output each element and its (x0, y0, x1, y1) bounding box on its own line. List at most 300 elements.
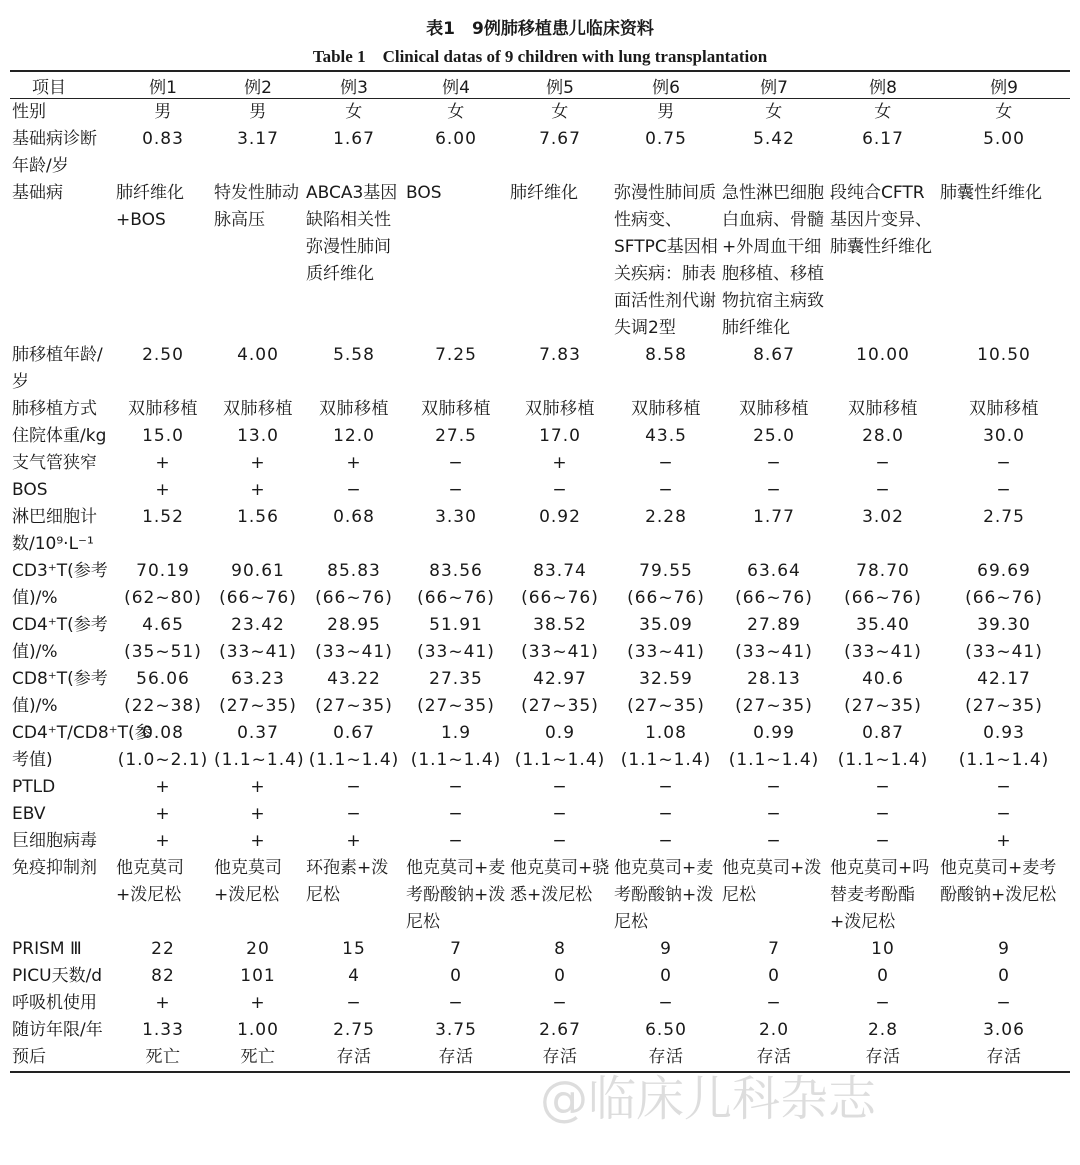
cell-value: 女 (874, 102, 892, 122)
cell-value: 1.52 (142, 507, 184, 527)
cell-value: 7.83 (539, 345, 581, 365)
table-cell (938, 801, 1070, 828)
cell-value: 7.25 (435, 345, 477, 365)
row-label: PICU天数/d (12, 966, 103, 986)
cell-value: + (250, 480, 266, 500)
cell-reference: (33~41) (965, 642, 1043, 662)
table-cell (114, 99, 212, 127)
cell-value: 0 (450, 966, 462, 986)
row-label: CD4⁺T/CD8⁺T(参考值) (12, 723, 152, 770)
table-cell (720, 855, 828, 936)
cell-value: 9 (998, 939, 1010, 959)
cell-value: 3.06 (983, 1020, 1025, 1040)
cell-value: − (766, 804, 782, 824)
table-cell (304, 504, 404, 558)
cell-value: 17.0 (539, 426, 581, 446)
table-cell (828, 1044, 938, 1072)
table-cell (114, 666, 212, 720)
table-cell (114, 990, 212, 1017)
cell-reference: (66~76) (521, 588, 599, 608)
table-cell (612, 1017, 720, 1044)
table-cell (828, 612, 938, 666)
table-cell (304, 450, 404, 477)
table-row-tx_age (10, 342, 1070, 396)
table-cell (114, 936, 212, 963)
cell-value: 女 (765, 102, 783, 122)
table-row-ebv (10, 801, 1070, 828)
table-cell (508, 801, 612, 828)
cell-value: 男 (657, 102, 675, 122)
table-cell (404, 801, 508, 828)
table-cell (508, 558, 612, 612)
cell-value: + (250, 831, 266, 851)
table-cell (114, 774, 212, 801)
table-cell (828, 99, 938, 127)
table-cell (828, 936, 938, 963)
table-cell (212, 504, 304, 558)
table-cell (508, 342, 612, 396)
cell-reference: (33~41) (521, 642, 599, 662)
cell-reference: (1.1~1.4) (410, 750, 502, 770)
table-cell (938, 774, 1070, 801)
cell-value: + (996, 831, 1012, 851)
clinical-data-table (10, 70, 1070, 1073)
table-cell (828, 855, 938, 936)
cell-value: − (658, 804, 674, 824)
table-cell (508, 126, 612, 180)
table-row-outcome (10, 1044, 1070, 1072)
cell-value: − (448, 993, 464, 1013)
table-cell (404, 828, 508, 855)
table-cell (828, 666, 938, 720)
cell-value: 双肺移植 (969, 399, 1039, 419)
table-cell (828, 396, 938, 423)
cell-value: 15.0 (142, 426, 184, 446)
cell-value: 存活 (648, 1047, 684, 1067)
cell-value: 23.42 (231, 615, 285, 635)
table-cell (304, 855, 404, 936)
table-cell (828, 720, 938, 774)
cell-value: − (996, 777, 1012, 797)
table-row-weight (10, 423, 1070, 450)
cell-value: + (250, 777, 266, 797)
cell-value: + (346, 831, 362, 851)
table-cell (114, 477, 212, 504)
cell-value: 他克莫司+麦考酚酸钠+泼尼松 (406, 858, 506, 932)
cell-value: 双肺移植 (319, 399, 389, 419)
table-cell (938, 423, 1070, 450)
cell-value: 3.17 (237, 129, 279, 149)
table-cell (720, 180, 828, 342)
cell-value: − (996, 804, 1012, 824)
table-cell (114, 396, 212, 423)
cell-value: − (552, 804, 568, 824)
cell-value: − (996, 993, 1012, 1013)
cell-value: − (346, 804, 362, 824)
table-cell (114, 342, 212, 396)
cell-value: − (875, 777, 891, 797)
cell-value: + (155, 831, 171, 851)
table-cell (508, 396, 612, 423)
cell-value: 存活 (438, 1047, 474, 1067)
table-cell (938, 558, 1070, 612)
cell-value: 8.58 (645, 345, 687, 365)
table-cell (304, 1017, 404, 1044)
cell-value: 39.30 (977, 615, 1031, 635)
table-cell (114, 828, 212, 855)
cell-value: + (155, 804, 171, 824)
table-cell (508, 990, 612, 1017)
table-cell (304, 801, 404, 828)
cell-value: − (346, 993, 362, 1013)
table-cell (720, 342, 828, 396)
cell-value: − (448, 804, 464, 824)
cell-value: 1.08 (645, 723, 687, 743)
table-cell (508, 963, 612, 990)
table-cell (612, 126, 720, 180)
cell-value: − (996, 480, 1012, 500)
cell-value: 4.00 (237, 345, 279, 365)
cell-value: 死亡 (240, 1047, 276, 1067)
cell-value: 51.91 (429, 615, 483, 635)
cell-value: 6.50 (645, 1020, 687, 1040)
cell-value: 7 (768, 939, 780, 959)
table-cell (720, 558, 828, 612)
table-cell (612, 828, 720, 855)
table-cell (508, 720, 612, 774)
cell-value: 存活 (986, 1047, 1022, 1067)
cell-value: 他克莫司+麦考酚酸钠+泼尼松 (940, 858, 1057, 905)
cell-value: 0.67 (333, 723, 375, 743)
cell-value: 7.67 (539, 129, 581, 149)
cell-value: 101 (240, 966, 276, 986)
table-cell (720, 801, 828, 828)
table-cell (404, 126, 508, 180)
cell-value: 1.00 (237, 1020, 279, 1040)
table-cell (828, 990, 938, 1017)
table-row-sex (10, 99, 1070, 127)
cell-value: 2.0 (758, 1020, 790, 1040)
cell-reference: (1.1~1.4) (514, 750, 606, 770)
table-title-cn: 表1 9例肺移植患儿临床资料 (426, 19, 654, 39)
table-cell (508, 1044, 612, 1072)
cell-value: 他克莫司+泼尼松 (116, 858, 184, 905)
row-label: BOS (12, 480, 48, 500)
row-label: 巨细胞病毒 (12, 831, 97, 851)
table-cell (938, 666, 1070, 720)
table-row-lymph (10, 504, 1070, 558)
table-cell (720, 612, 828, 666)
cell-reference: (1.1~1.4) (837, 750, 929, 770)
table-cell (404, 342, 508, 396)
table-cell (938, 396, 1070, 423)
table-cell (508, 504, 612, 558)
cell-value: 2.8 (867, 1020, 899, 1040)
cell-value: 20 (246, 939, 270, 959)
row-label: PRISM Ⅲ (12, 939, 82, 959)
table-cell (938, 1017, 1070, 1044)
table-cell (612, 99, 720, 127)
table-cell (508, 774, 612, 801)
table-cell (612, 855, 720, 936)
cell-value: 9 (660, 939, 672, 959)
cell-value: 0 (998, 966, 1010, 986)
cell-value: 28.0 (862, 426, 904, 446)
table-cell (212, 558, 304, 612)
table-cell (114, 450, 212, 477)
table-row-tx_type (10, 396, 1070, 423)
table-cell (720, 666, 828, 720)
table-cell (304, 990, 404, 1017)
cell-value: 段纯合CFTR基因片变异、肺囊性纤维化 (830, 183, 932, 257)
table-cell (720, 774, 828, 801)
table-cell (720, 720, 828, 774)
cell-reference: (33~41) (315, 642, 393, 662)
table-cell (304, 774, 404, 801)
table-cell (404, 936, 508, 963)
cell-value: 2.75 (333, 1020, 375, 1040)
row-label: CD4⁺T(参考值)/% (12, 615, 108, 662)
cell-value: 0 (877, 966, 889, 986)
cell-value: 30.0 (983, 426, 1025, 446)
cell-value: 0.87 (862, 723, 904, 743)
table-cell (508, 180, 612, 342)
table-cell (404, 180, 508, 342)
cell-value: 15 (342, 939, 366, 959)
table-cell (828, 963, 938, 990)
table-row-stenosis (10, 450, 1070, 477)
table-cell (612, 450, 720, 477)
cell-value: 存活 (542, 1047, 578, 1067)
table-cell (212, 963, 304, 990)
cell-value: 25.0 (753, 426, 795, 446)
cell-value: 79.55 (639, 561, 693, 581)
cell-value: 肺纤维化 (510, 183, 578, 203)
column-header: 例8 (828, 71, 938, 99)
cell-value: 特发性肺动脉高压 (214, 183, 299, 230)
table-cell (212, 936, 304, 963)
row-label: 肺移植方式 (12, 399, 97, 419)
table-row-picu (10, 963, 1070, 990)
cell-value: − (346, 480, 362, 500)
cell-value: 83.74 (533, 561, 587, 581)
cell-reference: (1.1~1.4) (308, 750, 400, 770)
cell-value: 27.89 (747, 615, 801, 635)
table-cell (612, 990, 720, 1017)
table-cell (508, 612, 612, 666)
table-cell (612, 477, 720, 504)
cell-value: − (766, 453, 782, 473)
cell-value: − (996, 453, 1012, 473)
table-cell (404, 666, 508, 720)
cell-value: − (658, 831, 674, 851)
table-cell (612, 342, 720, 396)
cell-value: 1.67 (333, 129, 375, 149)
table-row-prism (10, 936, 1070, 963)
cell-value: − (552, 480, 568, 500)
cell-value: 5.42 (753, 129, 795, 149)
row-label: 随访年限/年 (12, 1020, 103, 1040)
table-cell (304, 558, 404, 612)
cell-reference: (66~76) (965, 588, 1043, 608)
table-cell (212, 801, 304, 828)
cell-value: 他克莫司+骁悉+泼尼松 (510, 858, 610, 905)
table-cell (938, 720, 1070, 774)
table-cell (404, 720, 508, 774)
cell-value: 男 (249, 102, 267, 122)
column-header: 项目 (10, 71, 114, 99)
table-cell (938, 504, 1070, 558)
table-cell (404, 423, 508, 450)
cell-value: 双肺移植 (739, 399, 809, 419)
cell-reference: (1.1~1.4) (214, 750, 305, 770)
cell-value: 存活 (756, 1047, 792, 1067)
table-cell (720, 1044, 828, 1072)
cell-value: 10.50 (977, 345, 1031, 365)
table-row-cmv (10, 828, 1070, 855)
cell-value: 环孢素+泼尼松 (306, 858, 389, 905)
cell-reference: (66~76) (219, 588, 297, 608)
cell-value: 43.5 (645, 426, 687, 446)
table-row-ptld (10, 774, 1070, 801)
table-cell (720, 990, 828, 1017)
cell-value: 5.00 (983, 129, 1025, 149)
table-cell (938, 990, 1070, 1017)
table-row-ratio (10, 720, 1070, 774)
table-cell (404, 558, 508, 612)
cell-value: 0 (768, 966, 780, 986)
table-cell (612, 963, 720, 990)
cell-value: 6.17 (862, 129, 904, 149)
cell-value: 83.56 (429, 561, 483, 581)
cell-value: 肺囊性纤维化 (940, 183, 1042, 203)
cell-reference: (66~76) (627, 588, 705, 608)
table-cell (720, 963, 828, 990)
cell-value: ABCA3基因缺陷相关性弥漫性肺间质纤维化 (306, 183, 398, 284)
cell-value: 急性淋巴细胞白血病、骨髓+外周血干细胞移植、移植物抗宿主病致肺纤维化 (722, 183, 824, 338)
cell-value: + (250, 804, 266, 824)
column-header: 例3 (304, 71, 404, 99)
cell-value: 12.0 (333, 426, 375, 446)
table-cell (720, 450, 828, 477)
cell-value: 10.00 (856, 345, 910, 365)
cell-value: − (552, 831, 568, 851)
table-cell (304, 612, 404, 666)
cell-value: 0.83 (142, 129, 184, 149)
table-cell (508, 1017, 612, 1044)
table-cell (404, 477, 508, 504)
cell-value: 78.70 (856, 561, 910, 581)
cell-value: 存活 (336, 1047, 372, 1067)
cell-value: 弥漫性肺间质性病变、SFTPC基因相关疾病：肺表面活性剂代谢失调2型 (614, 183, 718, 338)
table-cell (720, 504, 828, 558)
table-cell (828, 828, 938, 855)
table-cell (828, 774, 938, 801)
cell-value: 0 (660, 966, 672, 986)
cell-value: − (766, 831, 782, 851)
table-cell (508, 423, 612, 450)
cell-reference: (66~76) (417, 588, 495, 608)
cell-value: − (766, 777, 782, 797)
table-cell (828, 558, 938, 612)
table-row-immuno (10, 855, 1070, 936)
cell-value: 男 (154, 102, 172, 122)
cell-value: 女 (447, 102, 465, 122)
cell-reference: (33~41) (417, 642, 495, 662)
row-label: 免疫抑制剂 (12, 858, 97, 878)
table-cell (828, 504, 938, 558)
table-cell (612, 423, 720, 450)
cell-value: 28.95 (327, 615, 381, 635)
table-cell (212, 666, 304, 720)
table-cell (612, 612, 720, 666)
cell-value: + (155, 993, 171, 1013)
cell-value: 1.9 (440, 723, 472, 743)
table-cell (212, 720, 304, 774)
table-cell (938, 963, 1070, 990)
cell-value: 1.56 (237, 507, 279, 527)
table-cell (404, 504, 508, 558)
table-cell (828, 1017, 938, 1044)
cell-value: 32.59 (639, 669, 693, 689)
cell-value: BOS (406, 183, 442, 203)
table-cell (404, 774, 508, 801)
cell-value: 38.52 (533, 615, 587, 635)
cell-value: + (155, 777, 171, 797)
table-cell (114, 801, 212, 828)
table-cell (304, 99, 404, 127)
table-cell (212, 396, 304, 423)
cell-reference: (27~35) (735, 696, 813, 716)
cell-value: − (448, 831, 464, 851)
table-cell (304, 720, 404, 774)
cell-value: 他克莫司+麦考酚酸钠+泼尼松 (614, 858, 714, 932)
table-cell (828, 342, 938, 396)
table-cell (612, 666, 720, 720)
table-cell (212, 990, 304, 1017)
cell-reference: (1.0~2.1) (117, 750, 209, 770)
table-cell (114, 558, 212, 612)
cell-value: 女 (995, 102, 1013, 122)
cell-value: 0.93 (983, 723, 1025, 743)
table-cell (508, 477, 612, 504)
cell-value: 69.69 (977, 561, 1031, 581)
cell-value: 0.92 (539, 507, 581, 527)
cell-reference: (66~76) (844, 588, 922, 608)
table-cell (304, 423, 404, 450)
table-cell (212, 855, 304, 936)
cell-value: 8 (554, 939, 566, 959)
cell-value: 13.0 (237, 426, 279, 446)
table-cell (304, 963, 404, 990)
cell-reference: (1.1~1.4) (728, 750, 820, 770)
table-cell (938, 99, 1070, 127)
column-header: 例7 (720, 71, 828, 99)
cell-value: − (766, 993, 782, 1013)
row-label: 基础病 (12, 183, 63, 203)
cell-value: 0.9 (544, 723, 576, 743)
cell-value: 1.77 (753, 507, 795, 527)
cell-value: − (658, 453, 674, 473)
table-cell (304, 666, 404, 720)
table-row-cd3 (10, 558, 1070, 612)
cell-value: 10 (871, 939, 895, 959)
row-label: 住院体重/kg (12, 426, 107, 446)
cell-reference: (27~35) (965, 696, 1043, 716)
table-cell (212, 612, 304, 666)
cell-value: + (250, 453, 266, 473)
row-label: 肺移植年龄/岁 (12, 345, 103, 392)
